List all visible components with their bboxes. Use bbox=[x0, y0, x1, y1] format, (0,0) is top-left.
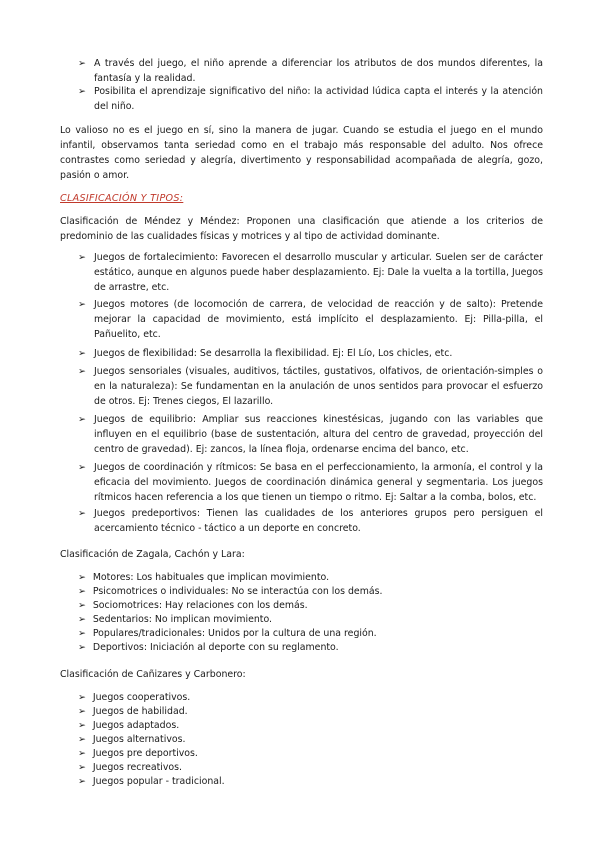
canizares-item bbox=[78, 719, 179, 733]
canizares-item-text: Juegos de habilidad. bbox=[92, 706, 188, 717]
arrow-bullet-icon: ➢ bbox=[78, 252, 86, 263]
zagala-item-text: Sociomotrices: Hay relaciones con los demás. bbox=[92, 600, 308, 611]
canizares-item bbox=[78, 747, 198, 761]
arrow-bullet-icon: ➢ bbox=[78, 572, 86, 583]
arrow-bullet-icon: ➢ bbox=[78, 734, 86, 745]
canizares-item-text: Juegos pre deportivos. bbox=[92, 748, 198, 759]
arrow-bullet-icon: ➢ bbox=[78, 748, 86, 759]
mendez-item-text: Juegos motores (de locomoción de carrera, de velocidad de reacción y de salto): Pretende mejorar la capacidad de movimiento, está implícito el desplazamiento. Ej: Pilla-pilla, el Pañuelito, etc. bbox=[94, 299, 543, 340]
mendez-item-text: Juegos de flexibilidad: Se desarrolla la flexibilidad. Ej: El Lío, Los chicles, etc. bbox=[94, 348, 453, 359]
arrow-bullet-icon: ➢ bbox=[78, 586, 86, 597]
mendez-item-text: Juegos de fortalecimiento: Favorecen el desarrollo muscular y articular. Suelen ser de carácter estático, aunque en algunos puede haber desplazamiento. Ej: Dale la vuelta a la tortilla, Juegos de arrastre, etc. bbox=[94, 252, 543, 293]
canizares-item-text: Juegos cooperativos. bbox=[92, 692, 191, 703]
zagala-item-text: Deportivos: Iniciación al deporte con su reglamento. bbox=[92, 642, 339, 653]
arrow-bullet-icon: ➢ bbox=[78, 299, 86, 310]
arrow-bullet-icon: ➢ bbox=[78, 720, 86, 731]
canizares-item-text: Juegos recreativos. bbox=[92, 762, 183, 773]
zagala-item-text: Psicomotrices o individuales: No se interactúa con los demás. bbox=[92, 586, 383, 597]
mendez-item-text: Juegos de coordinación y rítmicos: Se basa en el perfeccionamiento, la armonía, el control y la eficacia del movimiento. Juegos de coordinación dinámica general y segmentaria. Los juegos rítmicos hacen referencia a los que tienen un tiempo o ritmo. Ej: Saltar a la comba, bolos, etc. bbox=[94, 462, 543, 503]
section-heading: CLASIFICACIÓN Y TIPOS: bbox=[60, 193, 184, 204]
canizares-intro: Clasificación de Cañizares y Carbonero: bbox=[60, 669, 246, 680]
canizares-item-text: Juegos alternativos. bbox=[92, 734, 186, 745]
zagala-item-text: Populares/tradicionales: Unidos por la cultura de una región. bbox=[92, 628, 377, 639]
mendez-intro: Clasificación de Méndez y Méndez: Proponen una clasificación que atiende a los criterios de predominio de las cualidades físicas y motrices y al tipo de actividad dominante. bbox=[60, 216, 543, 242]
arrow-bullet-icon: ➢ bbox=[78, 508, 86, 519]
zagala-item bbox=[78, 571, 329, 585]
intro-bullet-text: A través del juego, el niño aprende a diferenciar los atributos de dos mundos diferentes, la fantasía y la realidad. bbox=[94, 58, 543, 84]
arrow-bullet-icon: ➢ bbox=[78, 366, 86, 377]
zagala-intro: Clasificación de Zagala, Cachón y Lara: bbox=[60, 549, 245, 560]
canizares-item-text: Juegos adaptados. bbox=[92, 720, 180, 731]
mendez-item-text: Juegos sensoriales (visuales, auditivos, táctiles, gustativos, olfativos, de orientación-simples o en la naturaleza): Se fundamentan en la anulación de unos sentidos para provocar el esfuerzo de otros. Ej: Trenes ciegos, El lazarillo. bbox=[94, 366, 543, 407]
canizares-item bbox=[78, 775, 225, 789]
arrow-bullet-icon: ➢ bbox=[78, 776, 86, 787]
arrow-bullet-icon: ➢ bbox=[78, 414, 86, 425]
canizares-item bbox=[78, 761, 182, 775]
zagala-item-text: Motores: Los habituales que implican movimiento. bbox=[92, 572, 330, 583]
zagala-item bbox=[78, 585, 382, 599]
canizares-item-text: Juegos popular - tradicional. bbox=[92, 776, 225, 787]
arrow-bullet-icon: ➢ bbox=[78, 706, 86, 717]
arrow-bullet-icon: ➢ bbox=[78, 692, 86, 703]
arrow-bullet-icon: ➢ bbox=[78, 642, 86, 653]
zagala-item bbox=[78, 641, 339, 655]
canizares-item bbox=[78, 733, 185, 747]
arrow-bullet-icon: ➢ bbox=[78, 348, 86, 359]
mendez-item-text: Juegos predeportivos: Tienen las cualidades de los anteriores grupos pero persiguen el acercamiento técnico - táctico a un deporte en concreto. bbox=[94, 508, 543, 534]
canizares-item bbox=[78, 705, 188, 719]
canizares-item bbox=[78, 691, 190, 705]
zagala-item bbox=[78, 599, 308, 613]
arrow-bullet-icon: ➢ bbox=[78, 462, 86, 473]
zagala-item bbox=[78, 613, 272, 627]
arrow-bullet-icon: ➢ bbox=[78, 86, 86, 97]
arrow-bullet-icon: ➢ bbox=[78, 762, 86, 773]
intro-bullet-text: Posibilita el aprendizaje significativo del niño: la actividad lúdica capta el interés y la atención del niño. bbox=[94, 86, 543, 112]
zagala-item bbox=[78, 627, 377, 641]
arrow-bullet-icon: ➢ bbox=[78, 628, 86, 639]
body-paragraph: Lo valioso no es el juego en sí, sino la manera de jugar. Cuando se estudia el juego en el mundo infantil, observamos tanta seriedad como en el trabajo más responsable del adulto. Nos ofrece contrastes como seriedad y alegría, divertimento y responsabilidad acompañada de alegría, gozo, pasión o amor. bbox=[60, 125, 543, 181]
arrow-bullet-icon: ➢ bbox=[78, 600, 86, 611]
zagala-item-text: Sedentarios: No implican movimiento. bbox=[92, 614, 273, 625]
arrow-bullet-icon: ➢ bbox=[78, 614, 86, 625]
mendez-item-text: Juegos de equilibrio: Ampliar sus reacciones kinestésicas, jugando con las variables que influyen en el equilibrio (base de sustentación, altura del centro de gravedad, proyección del centro de gravedad). Ej: zancos, la línea floja, ordenarse encima del banco, etc. bbox=[94, 414, 543, 455]
arrow-bullet-icon: ➢ bbox=[78, 58, 86, 69]
